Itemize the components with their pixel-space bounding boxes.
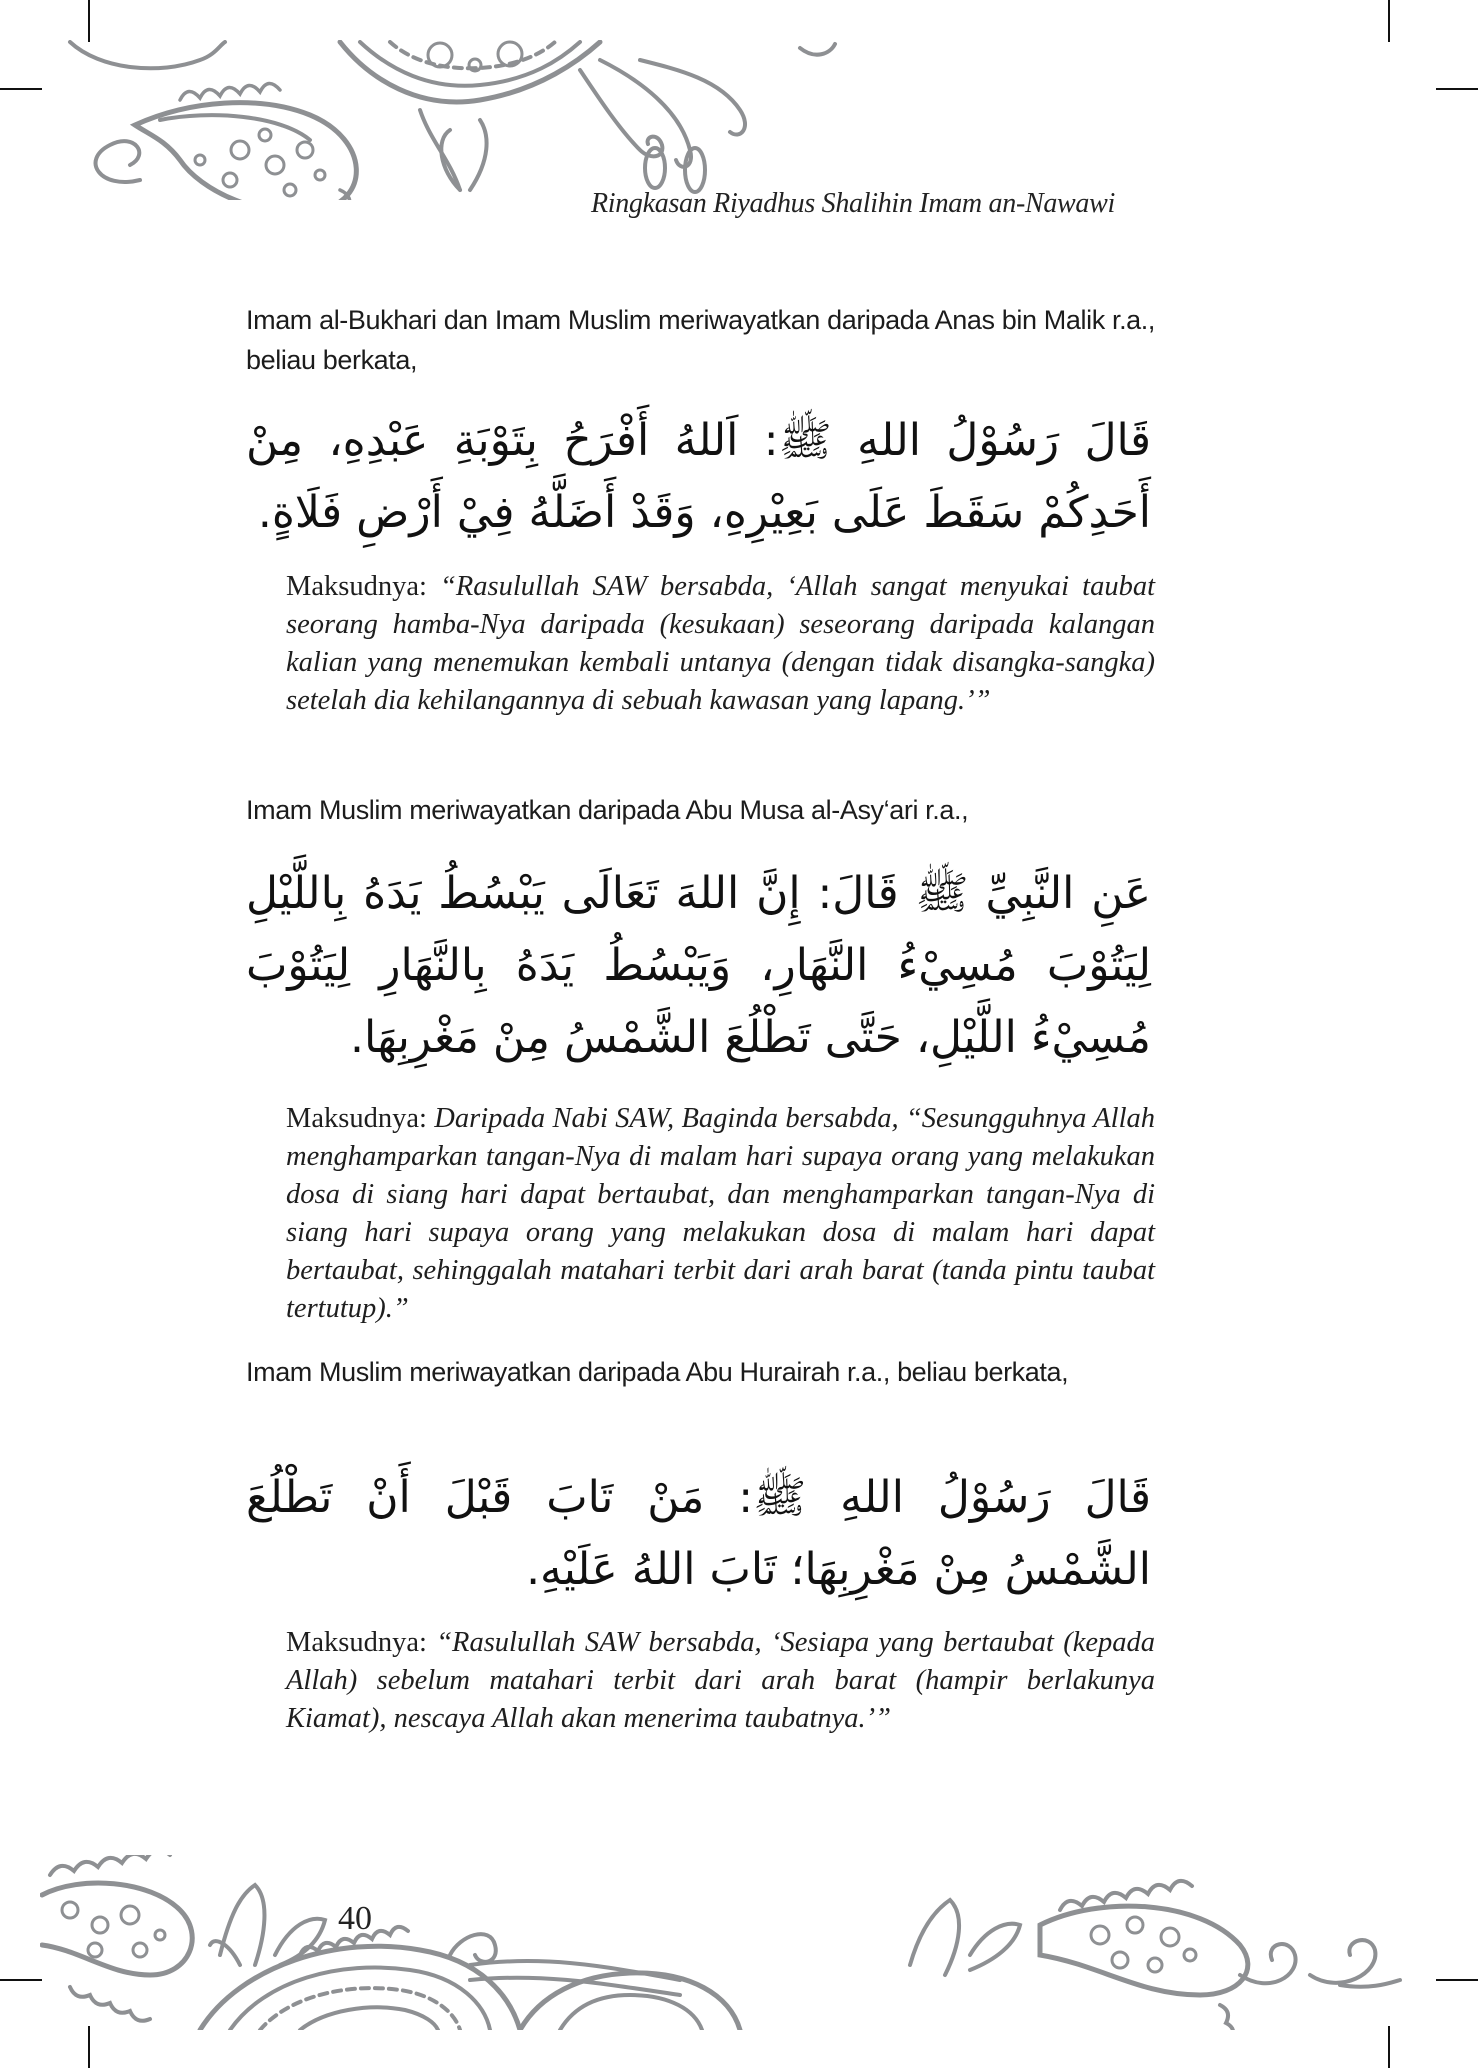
crop-mark-bottom-left-horizontal [0,1979,42,1981]
hadith-section [246,1352,1155,1392]
crop-mark-top-left-horizontal [0,88,42,90]
hadith-section [246,1462,1155,1606]
meaning-translation: “Rasulullah SAW bersabda, ‘Sesiapa yang bertaubat (kepada Allah) sebelum matahari terbit dari arah barat (hampir berlakunya Kiamat), nescaya Allah akan menerima taubatnya.’” [286,1627,1156,1734]
meaning-paragraph [246,1100,1155,1328]
hadith-section [246,1624,1155,1738]
hadith-section [246,790,1155,830]
meaning-paragraph [246,1624,1155,1738]
paisley-ornament-icon [40,1855,1440,2030]
arabic-hadith-text: عَنِ النَّبِيِّ ﷺ قَالَ: إِنَّ اللهَ تَعَالَى يَبْسُطُ يَدَهُ بِاللَّيْلِ لِيَتُوْبَ مُسِيْءُ النَّهَارِ، وَيَبْسُطُ يَدَهُ بِالنَّهَارِ لِيَتُوْبَ مُسِيْءُ اللَّيْلِ، حَتَّى تَطْلُعَ الشَّمْسُ مِنْ مَغْرِبِهَا. [246,868,1151,1063]
paisley-ornament-icon [40,40,860,200]
meaning-paragraph [246,568,1155,720]
crop-mark-bottom-right-horizontal [1436,1979,1478,1981]
meaning-label: Maksudnya: [286,1627,437,1658]
page-number: 40 [338,1900,372,1937]
crop-mark-top-left-vertical [88,0,90,42]
hadith-section [246,300,1155,380]
crop-mark-bottom-right-vertical [1388,2026,1390,2068]
hadith-section [246,858,1155,1074]
crop-mark-top-right-vertical [1388,0,1390,42]
hadith-section [246,568,1155,720]
arabic-hadith-text: قَالَ رَسُوْلُ اللهِ ﷺ: مَنْ تَابَ قَبْلَ أَنْ تَطْلُعَ الشَّمْسُ مِنْ مَغْرِبِهَا؛ تَابَ اللهُ عَلَيْهِ. [246,1472,1151,1595]
meaning-label: Maksudnya: [286,1103,435,1134]
hadith-section [246,405,1155,549]
meaning-translation: “Rasulullah SAW bersabda, ‘Allah sangat menyukai taubat seorang hamba-Nya daripada (kesukaan) seseorang daripada kalangan kalian yang menemukan kembali untanya (dengan tidak disangka-sangka) setelah dia kehilangannya di sebuah kawasan yang lapang.’” [286,571,1155,716]
hadith-section [246,1100,1155,1328]
narration-intro: Imam Muslim meriwayatkan daripada Abu Hurairah r.a., beliau berkata, [246,1357,1069,1387]
arabic-hadith-text: قَالَ رَسُوْلُ اللهِ ﷺ: اَللهُ أَفْرَحُ بِتَوْبَةِ عَبْدِهِ، مِنْ أَحَدِكُمْ سَقَطَ عَلَى بَعِيْرِهِ، وَقَدْ أَضَلَّهُ فِيْ أَرْضِ فَلَاةٍ. [246,415,1151,538]
meaning-translation: Daripada Nabi SAW, Baginda bersabda, “Sesungguhnya Allah menghamparkan tangan-Nya di malam hari supaya orang yang melakukan dosa di siang hari dapat bertaubat, dan menghamparkan tangan-Nya di siang hari supaya orang yang melakukan dosa di malam hari dapat bertaubat, sehinggalah matahari terbit dari arah barat (tanda pintu taubat tertutup).” [286,1103,1156,1324]
running-head: Ringkasan Riyadhus Shalihin Imam an-Nawawi [590,188,1115,219]
meaning-label: Maksudnya: [286,571,441,602]
narration-intro: Imam Muslim meriwayatkan daripada Abu Musa al-Asy‘ari r.a., [246,795,969,825]
crop-mark-bottom-left-vertical [88,2026,90,2068]
crop-mark-top-right-horizontal [1436,88,1478,90]
narration-intro: Imam al-Bukhari dan Imam Muslim meriwayatkan daripada Anas bin Malik r.a., beliau berkata, [246,305,1155,375]
